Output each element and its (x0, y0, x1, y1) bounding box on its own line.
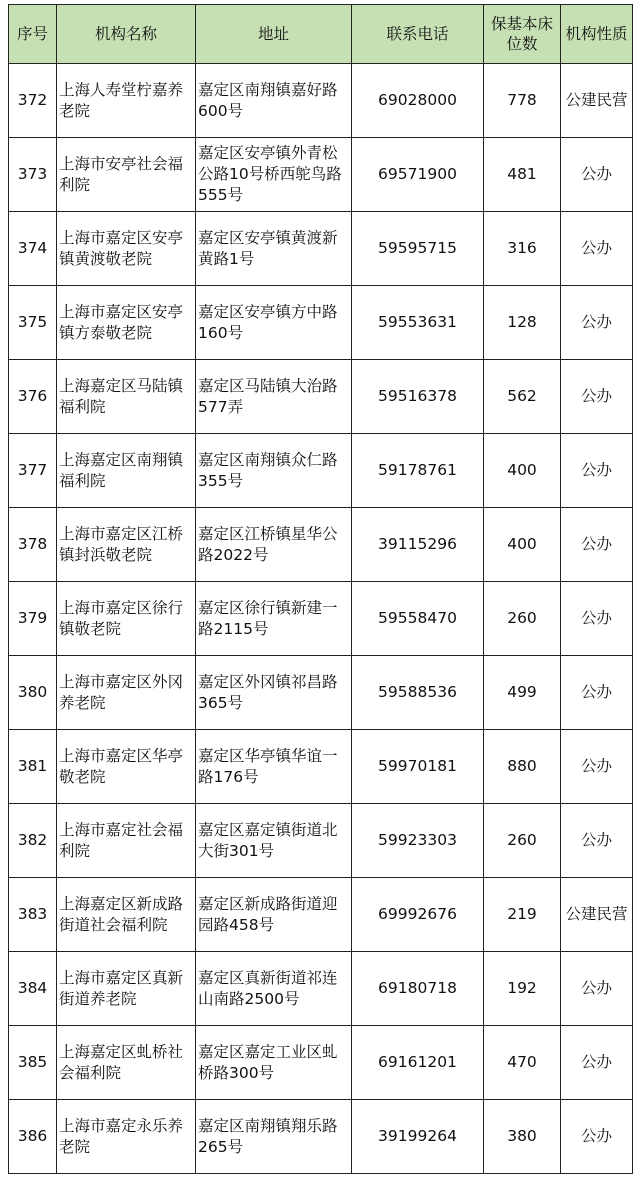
table-row (9, 360, 633, 434)
cell-beds: 219 (484, 878, 561, 952)
cell-no: 383 (9, 878, 57, 952)
cell-beds: 260 (484, 582, 561, 656)
header-no: 序号 (9, 5, 57, 64)
cell-nature: 公办 (561, 952, 633, 1026)
cell-nature: 公办 (561, 212, 633, 286)
cell-name: 上海嘉定区新成路街道社会福利院 (57, 878, 196, 952)
cell-phone: 59558470 (352, 582, 484, 656)
cell-nature: 公办 (561, 508, 633, 582)
cell-address: 嘉定区马陆镇大治路577弄 (196, 360, 352, 434)
cell-name: 上海市嘉定区徐行镇敬老院 (57, 582, 196, 656)
cell-name: 上海市嘉定区江桥镇封浜敬老院 (57, 508, 196, 582)
cell-no: 373 (9, 138, 57, 212)
cell-address: 嘉定区华亭镇华谊一路176号 (196, 730, 352, 804)
cell-no: 386 (9, 1100, 57, 1174)
cell-no: 377 (9, 434, 57, 508)
cell-name: 上海市嘉定区真新街道养老院 (57, 952, 196, 1026)
cell-no: 372 (9, 64, 57, 138)
table-row (9, 878, 633, 952)
table-row (9, 952, 633, 1026)
header-row (9, 5, 633, 64)
cell-address: 嘉定区新成路街道迎园路458号 (196, 878, 352, 952)
table-body (9, 64, 633, 1174)
cell-no: 380 (9, 656, 57, 730)
cell-beds: 128 (484, 286, 561, 360)
table-row (9, 508, 633, 582)
cell-beds: 316 (484, 212, 561, 286)
cell-no: 378 (9, 508, 57, 582)
header-address: 地址 (196, 5, 352, 64)
cell-no: 379 (9, 582, 57, 656)
cell-beds: 778 (484, 64, 561, 138)
cell-address: 嘉定区徐行镇新建一路2115号 (196, 582, 352, 656)
table-row (9, 212, 633, 286)
cell-phone: 59595715 (352, 212, 484, 286)
table-row (9, 656, 633, 730)
cell-no: 375 (9, 286, 57, 360)
cell-name: 上海人寿堂柠嘉养老院 (57, 64, 196, 138)
cell-phone: 59178761 (352, 434, 484, 508)
cell-nature: 公办 (561, 656, 633, 730)
cell-address: 嘉定区外冈镇祁昌路365号 (196, 656, 352, 730)
cell-address: 嘉定区南翔镇嘉好路600号 (196, 64, 352, 138)
cell-no: 374 (9, 212, 57, 286)
cell-name: 上海市嘉定社会福利院 (57, 804, 196, 878)
header-beds-label: 保基本床位数 (491, 15, 554, 53)
cell-phone: 59923303 (352, 804, 484, 878)
cell-name: 上海市嘉定区安亭镇黄渡敬老院 (57, 212, 196, 286)
cell-nature: 公建民营 (561, 64, 633, 138)
table-row (9, 582, 633, 656)
cell-phone: 59970181 (352, 730, 484, 804)
cell-address: 嘉定区南翔镇翔乐路265号 (196, 1100, 352, 1174)
cell-name: 上海市嘉定永乐养老院 (57, 1100, 196, 1174)
cell-nature: 公办 (561, 360, 633, 434)
cell-beds: 400 (484, 508, 561, 582)
table-row (9, 64, 633, 138)
cell-phone: 59516378 (352, 360, 484, 434)
cell-phone: 69028000 (352, 64, 484, 138)
cell-phone: 69992676 (352, 878, 484, 952)
cell-phone: 59588536 (352, 656, 484, 730)
cell-phone: 69180718 (352, 952, 484, 1026)
cell-nature: 公办 (561, 804, 633, 878)
table-row (9, 1026, 633, 1100)
cell-phone: 69161201 (352, 1026, 484, 1100)
table-row (9, 730, 633, 804)
cell-nature: 公办 (561, 286, 633, 360)
cell-beds: 380 (484, 1100, 561, 1174)
header-phone: 联系电话 (352, 5, 484, 64)
cell-beds: 192 (484, 952, 561, 1026)
cell-name: 上海嘉定区马陆镇福利院 (57, 360, 196, 434)
cell-nature: 公办 (561, 1100, 633, 1174)
cell-no: 384 (9, 952, 57, 1026)
table-row (9, 804, 633, 878)
cell-beds: 400 (484, 434, 561, 508)
cell-nature: 公办 (561, 434, 633, 508)
cell-name: 上海市嘉定区华亭敬老院 (57, 730, 196, 804)
header-nature: 机构性质 (561, 5, 633, 64)
cell-name: 上海嘉定区南翔镇福利院 (57, 434, 196, 508)
cell-nature: 公办 (561, 582, 633, 656)
cell-no: 382 (9, 804, 57, 878)
cell-name: 上海市嘉定区外冈养老院 (57, 656, 196, 730)
cell-beds: 470 (484, 1026, 561, 1100)
cell-address: 嘉定区安亭镇外青松公路10号桥西鸵鸟路555号 (196, 138, 352, 212)
table-row (9, 434, 633, 508)
header-beds (484, 5, 561, 64)
cell-phone: 69571900 (352, 138, 484, 212)
cell-name: 上海市嘉定区安亭镇方泰敬老院 (57, 286, 196, 360)
cell-no: 385 (9, 1026, 57, 1100)
cell-nature: 公建民营 (561, 878, 633, 952)
table-header (9, 5, 633, 64)
cell-address: 嘉定区嘉定工业区虬桥路300号 (196, 1026, 352, 1100)
cell-beds: 880 (484, 730, 561, 804)
cell-beds: 562 (484, 360, 561, 434)
cell-address: 嘉定区真新街道祁连山南路2500号 (196, 952, 352, 1026)
cell-nature: 公办 (561, 1026, 633, 1100)
cell-no: 381 (9, 730, 57, 804)
table-row (9, 1100, 633, 1174)
table-row (9, 286, 633, 360)
cell-phone: 39115296 (352, 508, 484, 582)
cell-beds: 481 (484, 138, 561, 212)
cell-phone: 59553631 (352, 286, 484, 360)
cell-address: 嘉定区嘉定镇街道北大街301号 (196, 804, 352, 878)
cell-phone: 39199264 (352, 1100, 484, 1174)
header-name: 机构名称 (57, 5, 196, 64)
cell-nature: 公办 (561, 730, 633, 804)
cell-name: 上海嘉定区虬桥社会福利院 (57, 1026, 196, 1100)
elderly-care-institution-table (8, 4, 633, 1174)
cell-name: 上海市安亭社会福利院 (57, 138, 196, 212)
cell-no: 376 (9, 360, 57, 434)
cell-beds: 260 (484, 804, 561, 878)
table-row (9, 138, 633, 212)
cell-address: 嘉定区江桥镇星华公路2022号 (196, 508, 352, 582)
cell-nature: 公办 (561, 138, 633, 212)
cell-beds: 499 (484, 656, 561, 730)
cell-address: 嘉定区安亭镇方中路160号 (196, 286, 352, 360)
cell-address: 嘉定区安亭镇黄渡新黄路1号 (196, 212, 352, 286)
cell-address: 嘉定区南翔镇众仁路355号 (196, 434, 352, 508)
